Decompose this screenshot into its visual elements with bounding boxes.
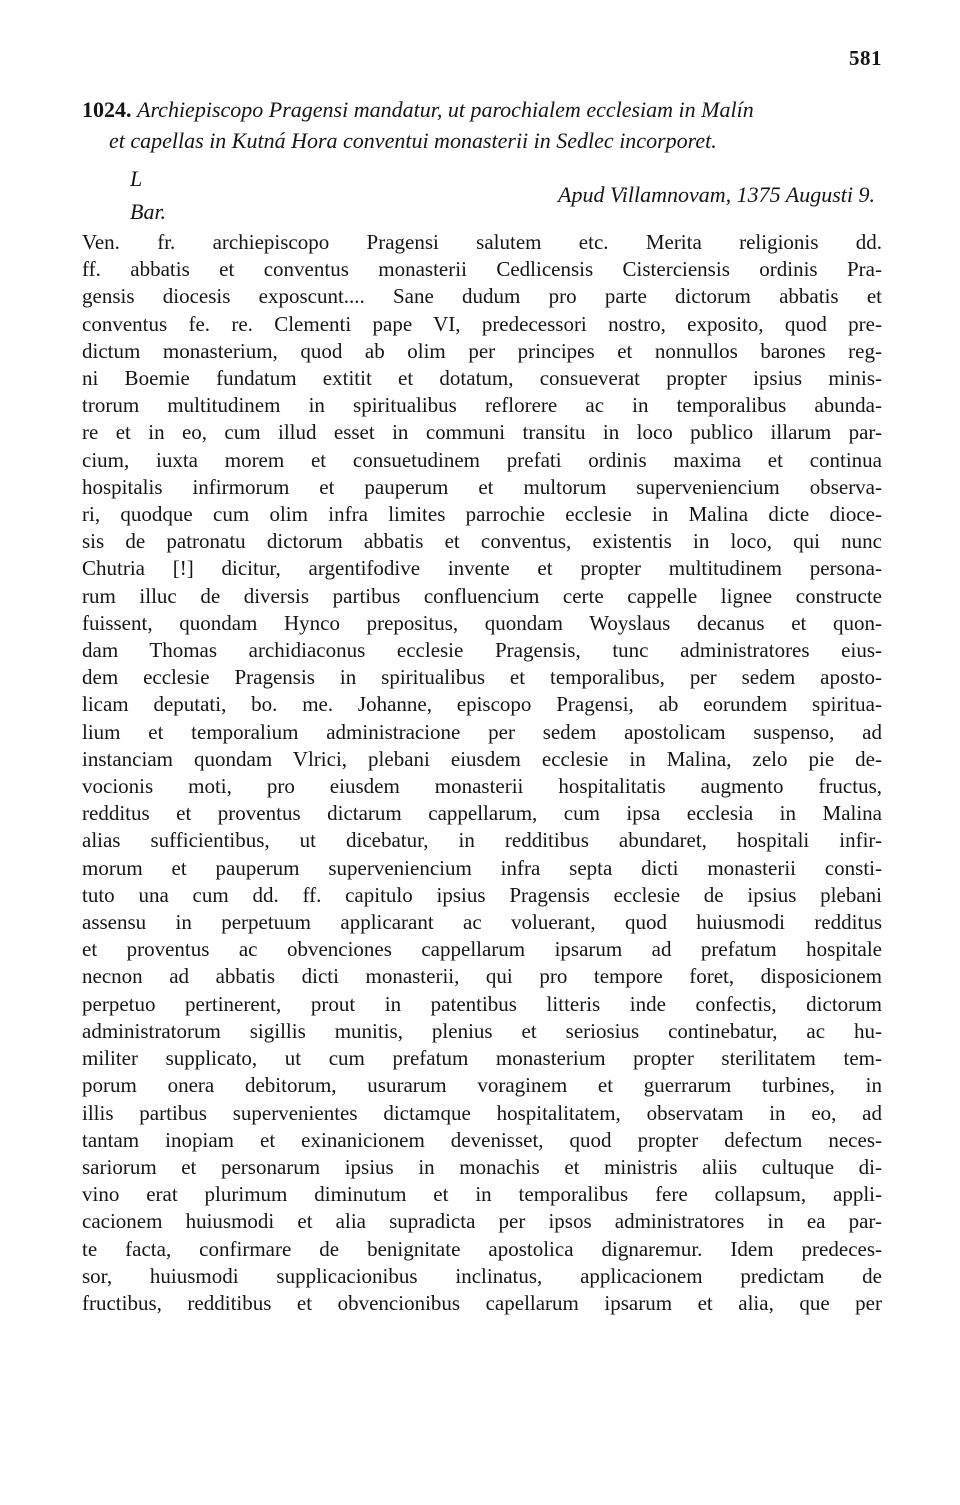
body-line: alias sufficientibus, ut dicebatur, in redditibus abundaret, hospitali infir- xyxy=(82,828,882,853)
body-line: lium et temporalium administracione per sedem apostolicam suspenso, ad xyxy=(82,719,882,744)
body-line: sor, huiusmodi supplicacionibus inclinatus, applicacionem predictam de xyxy=(82,1263,882,1288)
sigla-l: L xyxy=(130,166,143,191)
regest-line-1: Archiepiscopo Pragensi mandatur, ut parochialem ecclesiam in Malín xyxy=(137,97,754,122)
page-number: 581 xyxy=(849,46,882,70)
body-line: assensu in perpetuum applicarant ac voluerant, quod huiusmodi redditus xyxy=(82,910,882,935)
body-line: Chutria [!] dicitur, argentifodive invente et propter multitudinem persona- xyxy=(82,556,882,581)
source-sigla xyxy=(130,164,166,226)
body-line: fuissent, quondam Hynco prepositus, quondam Woyslaus decanus et quon- xyxy=(82,610,882,635)
body-line: licam deputati, bo. me. Johanne, episcopo Pragensi, ab eorundem spiritua- xyxy=(82,692,882,717)
body-line: instanciam quondam Vlrici, plebani eiusdem ecclesie in Malina, zelo pie de- xyxy=(82,746,882,771)
body-line: dictum monasterium, quod ab olim per principes et nonnullos barones reg- xyxy=(82,338,882,363)
body-line: perpetuo pertinerent, prout in patentibus litteris inde confectis, dictorum xyxy=(82,991,882,1016)
body-line: ff. abbatis et conventus monasterii Cedlicensis Cisterciensis ordinis Pra- xyxy=(82,257,882,282)
body-line: administratorum sigillis munitis, plenius et seriosius continebatur, ac hu- xyxy=(82,1018,882,1043)
body-line: conventus fe. re. Clementi pape VI, predecessori nostro, exposito, quod pre- xyxy=(82,311,882,336)
document-body xyxy=(82,229,882,1317)
body-line: sis de patronatu dictorum abbatis et conventus, existentis in loco, qui nunc xyxy=(82,529,882,554)
body-line: rum illuc de diversis partibus confluencium certe cappelle lignee constructe xyxy=(82,583,882,608)
body-line: hospitalis infirmorum et pauperum et multorum superveniencium observa- xyxy=(82,474,882,499)
document-number: 1024. xyxy=(82,97,132,122)
body-line: necnon ad abbatis dicti monasterii, qui pro tempore foret, disposicionem xyxy=(82,964,882,989)
body-line: ri, quodque cum olim infra limites parrochie ecclesie in Malina dicte dioce- xyxy=(82,502,882,527)
sigla-bar: Bar. xyxy=(130,199,167,224)
body-line: gensis diocesis exposcunt.... Sane dudum pro parte dictorum abbatis et xyxy=(82,284,882,309)
body-line: Ven. fr. archiepiscopo Pragensi salutem etc. Merita religionis dd. xyxy=(82,230,882,254)
body-line: tuto una cum dd. ff. capitulo ipsius Pragensis ecclesie de ipsius plebani xyxy=(82,882,882,907)
body-line: cium, iuxta morem et consuetudinem prefati ordinis maxima et continua xyxy=(82,447,882,472)
body-line: militer supplicato, ut cum prefatum monasterium propter sterilitatem tem- xyxy=(82,1046,882,1071)
body-line: sariorum et personarum ipsius in monachis et ministris aliis cultuque di- xyxy=(82,1154,882,1179)
dating-line: Apud Villamnovam, 1375 Augusti 9. xyxy=(558,182,875,207)
body-line: morum et pauperum superveniencium infra septa dicti monasterii consti- xyxy=(82,855,882,880)
body-line: trorum multitudinem in spiritualibus reflorere ac in temporalibus abunda- xyxy=(82,393,882,418)
body-line: dem ecclesie Pragensis in spiritualibus et temporalibus, per sedem aposto- xyxy=(82,665,882,690)
regest-line-2: et capellas in Kutná Hora conventui monasterii in Sedlec incorporet. xyxy=(109,128,717,153)
body-line: te facta, confirmare de benignitate apostolica dignaremur. Idem predeces- xyxy=(82,1236,882,1261)
body-line: re et in eo, cum illud esset in communi transitu in loco publico illarum par- xyxy=(82,420,882,445)
body-line: dam Thomas archidiaconus ecclesie Pragensis, tunc administratores eius- xyxy=(82,638,882,663)
body-line: vino erat plurimum diminutum et in temporalibus fere collapsum, appli- xyxy=(82,1182,882,1207)
body-line: illis partibus supervenientes dictamque hospitalitatem, observatam in eo, ad xyxy=(82,1100,882,1125)
body-line: cacionem huiusmodi et alia supradicta per ipsos administratores in ea par- xyxy=(82,1209,882,1234)
body-line: et proventus ac obvenciones cappellarum ipsarum ad prefatum hospitale xyxy=(82,937,882,962)
body-line: porum onera debitorum, usurarum voraginem et guerrarum turbines, in xyxy=(82,1073,882,1098)
body-line: tantam inopiam et exinanicionem devenisset, quod propter defectum neces- xyxy=(82,1127,882,1152)
document-heading xyxy=(82,94,887,156)
body-line: fructibus, redditibus et obvencionibus capellarum ipsarum et alia, que per xyxy=(82,1290,882,1315)
body-line: ni Boemie fundatum extitit et dotatum, consueverat propter ipsius minis- xyxy=(82,366,882,391)
body-line: vocionis moti, pro eiusdem monasterii hospitalitatis augmento fructus, xyxy=(82,774,882,799)
body-line: redditus et proventus dictarum cappellarum, cum ipsa ecclesia in Malina xyxy=(82,801,882,826)
